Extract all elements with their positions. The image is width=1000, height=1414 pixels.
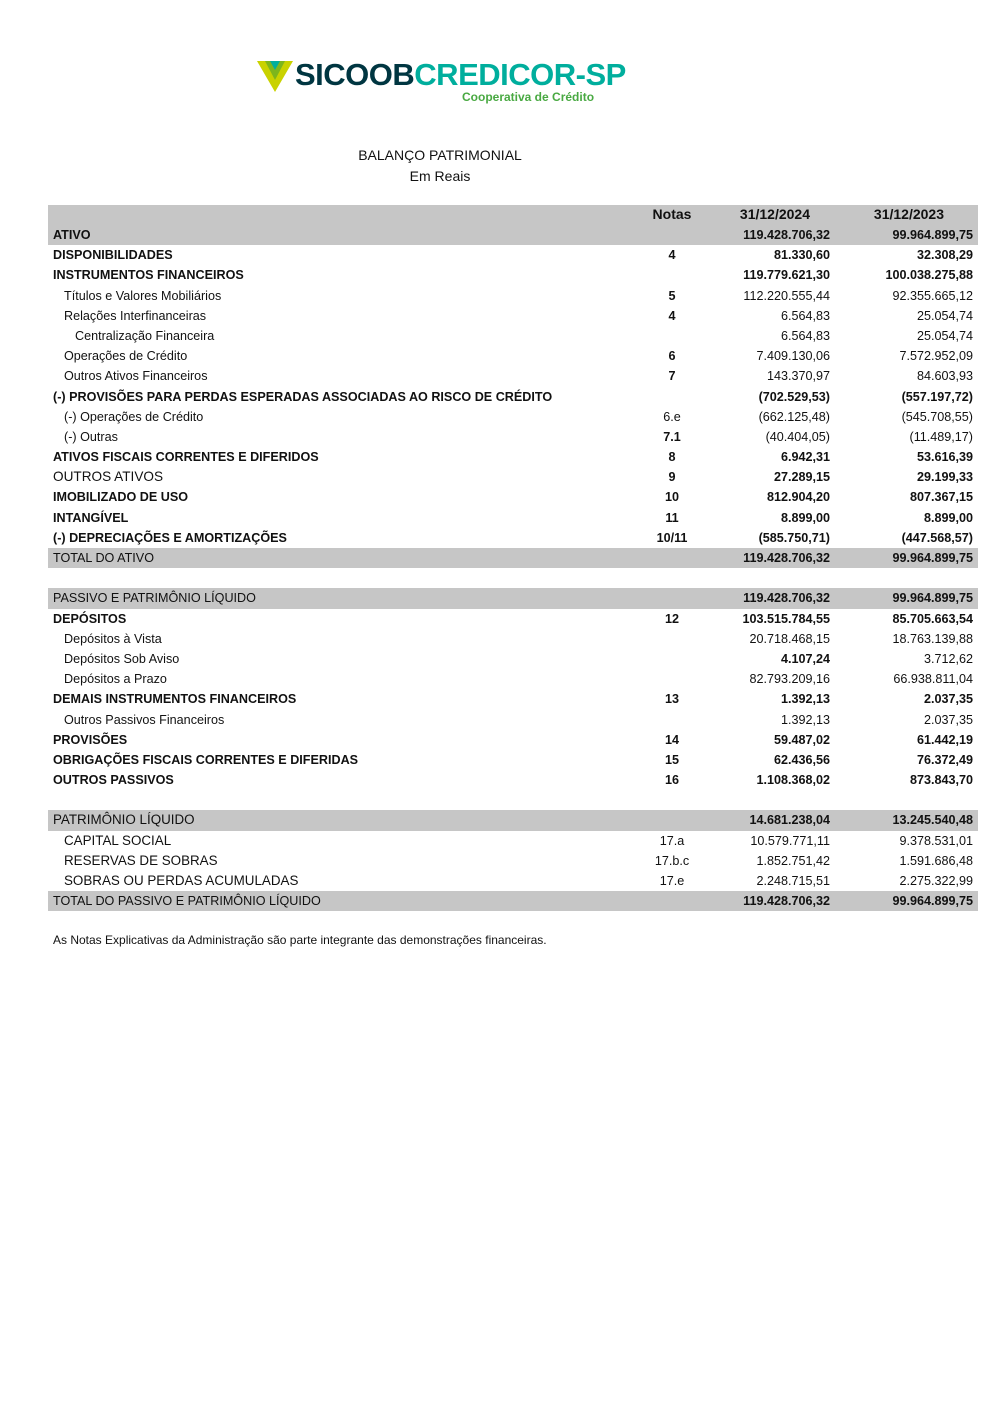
table-row: (-) PROVISÕES PARA PERDAS ESPERADAS ASSOCIADAS AO RISCO DE CRÉDITO (702.529,53) (557.197,72) xyxy=(53,389,973,404)
table-row: OUTROS ATIVOS 9 27.289,15 29.199,33 xyxy=(53,469,973,485)
table-row-section: PATRIMÔNIO LÍQUIDO 14.681.238,04 13.245.540,48 xyxy=(48,810,978,830)
table-row: DEMAIS INSTRUMENTOS FINANCEIROS 13 1.392,13 2.037,35 xyxy=(53,692,973,707)
table-row: Outros Ativos Financeiros 7 143.370,97 84.603,93 xyxy=(64,369,973,384)
column-header-notes: Notas xyxy=(652,206,692,222)
table-row: Centralização Financeira 6.564,83 25.054,74 xyxy=(75,328,973,343)
table-row-section: PASSIVO E PATRIMÔNIO LÍQUIDO 119.428.706,32 99.964.899,75 xyxy=(48,588,978,608)
table-row: (-) Operações de Crédito 6.e (662.125,48) (545.708,55) xyxy=(64,409,973,424)
table-row: DISPONIBILIDADES 4 81.330,60 32.308,29 xyxy=(53,248,973,263)
table-row-total: TOTAL DO ATIVO 119.428.706,32 99.964.899,75 xyxy=(48,548,978,568)
table-row: CAPITAL SOCIAL 17.a 10.579.771,11 9.378.531,01 xyxy=(64,832,973,848)
page-title: BALANÇO PATRIMONIAL xyxy=(358,147,522,163)
table-row: INSTRUMENTOS FINANCEIROS 119.779.621,30 100.038.275,88 xyxy=(53,268,973,283)
section-gap xyxy=(48,790,978,810)
table-row: Depósitos a Prazo 82.793.209,16 66.938.811,04 xyxy=(64,672,973,687)
table-row-total: TOTAL DO PASSIVO E PATRIMÔNIO LÍQUIDO 119.428.706,32 99.964.899,75 xyxy=(48,891,978,911)
table-row: ATIVO 119.428.706,32 99.964.899,75 xyxy=(48,225,978,245)
page-subtitle: Em Reais xyxy=(409,168,471,184)
table-row: OUTROS PASSIVOS 16 1.108.368,02 873.843,70 xyxy=(53,773,973,788)
table-row: (-) DEPRECIAÇÕES E AMORTIZAÇÕES 10/11 (585.750,71) (447.568,57) xyxy=(53,530,973,545)
table-row: (-) Outras 7.1 (40.404,05) (11.489,17) xyxy=(64,429,973,444)
table-row: Operações de Crédito 6 7.409.130,06 7.572.952,09 xyxy=(64,349,973,364)
table-row: Outros Passivos Financeiros 1.392,13 2.037,35 xyxy=(64,712,973,727)
column-header-2024: 31/12/2024 xyxy=(739,206,810,222)
table-row: Depósitos à Vista 20.718.468,15 18.763.139,88 xyxy=(64,631,973,646)
logo-subtitle: Cooperativa de Crédito xyxy=(462,90,595,104)
table-row: ATIVOS FISCAIS CORRENTES E DIFERIDOS 8 6.942,31 53.616,39 xyxy=(53,450,973,465)
section-gap xyxy=(48,568,978,588)
footnote: As Notas Explicativas da Administração são parte integrante das demonstrações financeiras. xyxy=(53,933,547,947)
table-row: IMOBILIZADO DE USO 10 812.904,20 807.367,15 xyxy=(53,490,973,505)
table-row: INTANGÍVEL 11 8.899,00 8.899,00 xyxy=(53,510,973,525)
table-header xyxy=(48,205,978,225)
logo-chevron-icon xyxy=(257,58,293,94)
table-row: SOBRAS OU PERDAS ACUMULADAS 17.e 2.248.715,51 2.275.322,99 xyxy=(64,873,973,888)
table-row: Depósitos Sob Aviso 4.107,24 3.712,62 xyxy=(64,651,973,666)
balance-sheet-table xyxy=(48,205,978,911)
table-row: Títulos e Valores Mobiliários 5 112.220.555,44 92.355.665,12 xyxy=(64,288,973,303)
column-header-2023: 31/12/2023 xyxy=(873,206,944,222)
table-row: Relações Interfinanceiras 4 6.564,83 25.054,74 xyxy=(64,308,973,323)
table-row: PROVISÕES 14 59.487,02 61.442,19 xyxy=(53,732,973,747)
table-row: RESERVAS DE SOBRAS 17.b.c 1.852.751,42 1.591.686,48 xyxy=(64,852,973,868)
table-row: OBRIGAÇÕES FISCAIS CORRENTES E DIFERIDAS 15 62.436,56 76.372,49 xyxy=(53,752,973,767)
logo-wordmark: SICOOBCREDICOR-SP xyxy=(295,57,626,92)
company-logo xyxy=(257,57,626,108)
table-row: DEPÓSITOS 12 103.515.784,55 85.705.663,54 xyxy=(53,611,973,626)
